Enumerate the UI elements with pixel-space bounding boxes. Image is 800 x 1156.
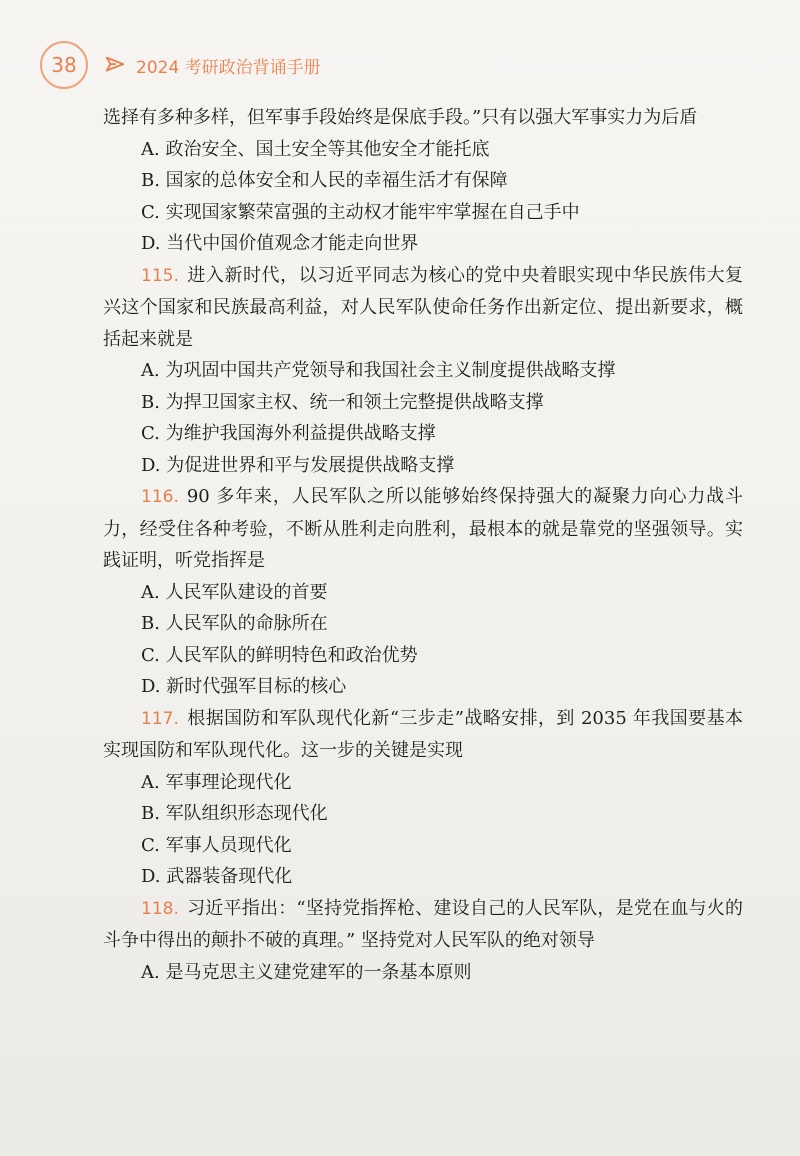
question-number: 118.	[141, 898, 179, 919]
question-116	[103, 481, 743, 577]
question-stem: 习近平指出：“坚持党指挥枪、建设自己的人民军队，是党在血与火的斗争中得出的颠扑不破的真理。” 坚持党对人民军队的绝对领导	[103, 897, 743, 951]
question-115	[103, 260, 743, 356]
book-title: 2024 考研政治背诵手册	[136, 57, 321, 78]
option-d: D. 武器装备现代化	[141, 866, 293, 887]
option-c: C. 实现国家繁荣富强的主动权才能牢牢掌握在自己手中	[141, 201, 580, 223]
option-d: D. 当代中国价值观念才能走向世界	[141, 233, 419, 254]
option-a: A. 人民军队建设的首要	[141, 581, 328, 603]
page-number-badge	[40, 41, 88, 89]
question-number: 117.	[141, 708, 179, 729]
paper-plane-icon	[104, 54, 126, 76]
question-list	[103, 102, 743, 988]
option-b: B. 国家的总体安全和人民的幸福生活才有保障	[141, 170, 508, 191]
option-a: A. 军事理论现代化	[141, 771, 292, 793]
option-c: C. 人民军队的鲜明特色和政治优势	[141, 644, 418, 666]
option-c: C. 为维护我国海外利益提供战略支撑	[141, 423, 436, 444]
option-b: B. 人民军队的命脉所在	[141, 613, 328, 634]
option-a: A. 政治安全、国土安全等其他安全才能托底	[141, 138, 490, 160]
option-d: D. 为促进世界和平与发展提供战略支撑	[141, 454, 455, 476]
option-a: A. 为巩固中国共产党领导和我国社会主义制度提供战略支撑	[141, 360, 616, 381]
page-header	[40, 40, 321, 90]
question-stem: 90 多年来，人民军队之所以能够始终保持强大的凝聚力向心力战斗力，经受住各种考验，不断从胜利走向胜利，最根本的就是靠党的坚强领导。实践证明，听党指挥是	[103, 486, 743, 571]
question-number: 116.	[141, 487, 179, 507]
question-stem: 根据国防和军队现代化新“三步走”战略安排，到 2035 年我国要基本实现国防和军队现代化。这一步的关键是实现	[103, 707, 743, 761]
question-number: 115.	[141, 265, 179, 286]
carryover-stem: 选择有多种多样，但军事手段始终是保底手段。”只有以强大军事实力为后盾	[103, 107, 698, 128]
option-b: B. 为捍卫国家主权、统一和领土完整提供战略支撑	[141, 391, 544, 413]
page-number: 38	[51, 53, 77, 77]
question-stem: 进入新时代，以习近平同志为核心的党中央着眼实现中华民族伟大复兴这个国家和民族最高利益，对人民军队使命任务作出新定位、提出新要求，概括起来就是	[103, 264, 743, 350]
option-d: D. 新时代强军目标的核心	[141, 676, 347, 697]
option-c: C. 军事人员现代化	[141, 834, 292, 856]
option-a: A. 是马克思主义建党建军的一条基本原则	[141, 961, 472, 983]
option-b: B. 军队组织形态现代化	[141, 803, 328, 824]
question-118	[103, 893, 743, 957]
question-117	[103, 703, 743, 767]
